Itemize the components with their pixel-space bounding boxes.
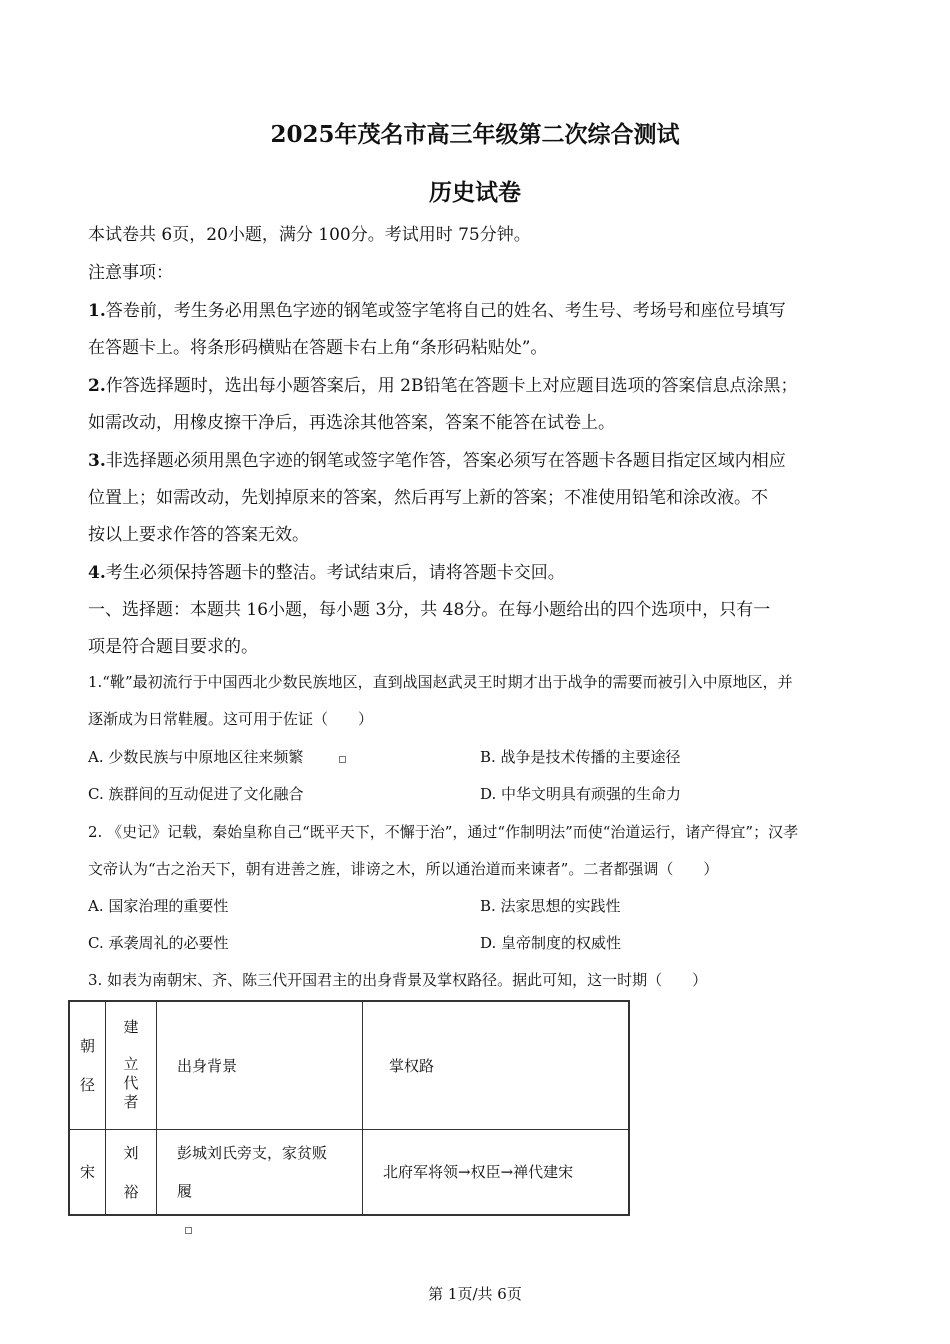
note-1-line-1 (88, 296, 786, 321)
question-2-line-1: 2. 《史记》记载，秦始皇称自己“既平天下，不懈于治”，通过“作制明法”而使“治道运行，诸产得宜”；汉孝 (88, 823, 799, 841)
table-row (69, 1129, 629, 1215)
founders-table (68, 1000, 630, 1216)
row-path: 北府军将领→权臣→禅代建宋 (383, 1163, 574, 1182)
note-number: 3. (88, 451, 106, 471)
question-1-option-b: B. 战争是技术传播的主要途径 (480, 748, 681, 766)
note-2-line-2: 如需改动，用橡皮擦干净后，再选涂其他答案，答案不能答在试卷上。 (88, 413, 615, 433)
question-3-line-1: 3. 如表为南朝宋、齐、陈三代开国君主的出身背景及掌权路径。据此可知，这一时期（ ） (88, 971, 708, 989)
row-founder-char: 裕 (123, 1182, 139, 1201)
question-2-line-2: 文帝认为“古之治天下，朝有进善之旌，诽谤之木，所以通治道而来谏者”。二者都强调（ ） (88, 860, 719, 878)
row-founder-char: 刘 (123, 1143, 139, 1162)
exam-title: 2025年茂名市高三年级第二次综合测试 (270, 121, 680, 148)
note-1-line-2: 在答题卡上。将条形码横贴在答题卡右上角“条形码粘贴处”。 (88, 338, 548, 358)
header-dynasty-bottom: 径 (79, 1076, 95, 1095)
row-background-cell (157, 1129, 363, 1215)
question-1-option-a: A. 少数民族与中原地区往来频繁 (88, 748, 304, 766)
notice-label: 注意事项： (88, 263, 173, 283)
header-background: 出身背景 (177, 1056, 238, 1075)
note-text: 非选择题必须用黑色字迹的钢笔或签字笔作答，答案必须写在答题卡各题目指定区域内相应 (105, 451, 786, 471)
question-2-option-a: A. 国家治理的重要性 (88, 897, 229, 915)
row-founder-cell (106, 1129, 157, 1215)
note-number: 1. (88, 301, 106, 321)
header-founder-char: 立 (123, 1055, 139, 1074)
note-text: 考生必须保持答题卡的整洁。考试结束后，请将答题卡交回。 (105, 563, 565, 583)
note-3-line-1 (88, 446, 786, 471)
note-number: 4. (88, 563, 106, 583)
note-3-line-3: 按以上要求作答的答案无效。 (88, 525, 309, 545)
note-4-line-1 (88, 558, 565, 583)
question-1-line-1: 1.“靴”最初流行于中国西北少数民族地区，直到战国赵武灵王时期才出于战争的需要而被引入中原地区，并 (88, 673, 793, 691)
table-header-row (69, 1001, 629, 1129)
header-path-cell (363, 1001, 630, 1129)
question-1-line-2: 逐渐成为日常鞋履。这可用于佐证（ ） (88, 710, 374, 728)
header-path: 掌权路 (389, 1056, 435, 1075)
row-dynasty: 宋 (79, 1162, 95, 1181)
exam-summary: 本试卷共 6页，20小题，满分 100分。考试用时 75分钟。 (88, 225, 531, 245)
question-2-option-d: D. 皇帝制度的权威性 (480, 934, 622, 952)
row-background-line-2: 履 (177, 1181, 193, 1200)
marker-box-icon (339, 756, 346, 763)
question-2-option-c: C. 承袭周礼的必要性 (88, 934, 229, 952)
header-founder-char: 建 (123, 1018, 139, 1037)
note-2-line-1 (88, 371, 797, 396)
marker-box-icon (185, 1227, 192, 1234)
exam-subtitle: 历史试卷 (429, 179, 521, 206)
question-2-option-b: B. 法家思想的实践性 (480, 897, 621, 915)
row-background-line-1: 彭城刘氏旁支，家贫贩 (177, 1143, 328, 1162)
header-founder-cell (106, 1001, 157, 1129)
note-number: 2. (88, 376, 106, 396)
question-1-option-c: C. 族群间的互动促进了文化融合 (88, 785, 304, 803)
row-path-cell (363, 1129, 630, 1215)
header-background-cell (157, 1001, 363, 1129)
header-founder-char: 者 (123, 1093, 139, 1112)
note-text: 答卷前，考生务必用黑色字迹的钢笔或签字笔将自己的姓名、考生号、考场号和座位号填写 (105, 301, 786, 321)
header-dynasty-top: 朝 (79, 1037, 95, 1056)
note-3-line-2: 位置上；如需改动，先划掉原来的答案，然后再写上新的答案；不准使用铅笔和涂改液。不 (88, 488, 768, 508)
row-dynasty-cell (69, 1129, 106, 1215)
question-1-option-d: D. 中华文明具有顽强的生命力 (480, 785, 682, 803)
section-heading-line-1: 一、选择题：本题共 16小题，每小题 3分，共 48分。在每小题给出的四个选项中，只有一 (88, 600, 771, 620)
header-founder-char: 代 (123, 1074, 139, 1093)
header-dynasty-cell (69, 1001, 106, 1129)
section-heading-line-2: 项是符合题目要求的。 (88, 637, 258, 657)
note-text: 作答选择题时，选出每小题答案后，用 2B铅笔在答题卡上对应题目选项的答案信息点涂黑； (105, 376, 798, 396)
page-number: 第 1页/共 6页 (428, 1285, 522, 1303)
